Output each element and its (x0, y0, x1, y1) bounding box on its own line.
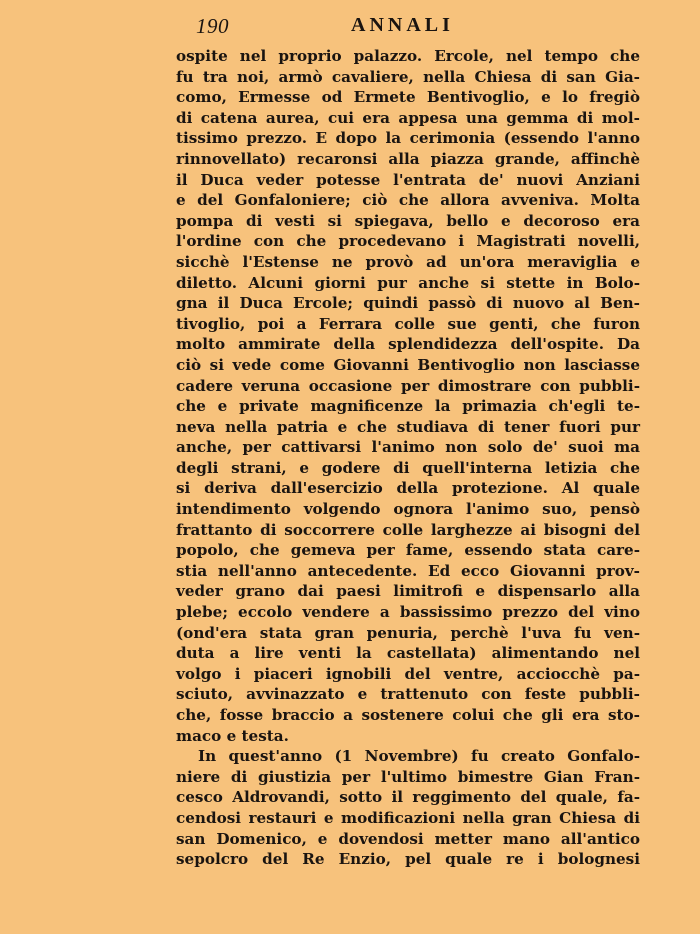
text-line: cesco Aldrovandi, sotto il reggimento del quale, fa- (176, 788, 640, 807)
text-line: stia nell'anno antecedente. Ed ecco Giovanni prov- (176, 561, 640, 580)
text-line: fu tra noi, armò cavaliere, nella Chiesa di san Gia- (176, 67, 640, 86)
text-line: como, Ermesse od Ermete Bentivoglio, e lo fregiò (176, 88, 640, 107)
text-line: san Domenico, e dovendosi metter mano all'antico (176, 829, 640, 848)
text-line: diletto. Alcuni giorni pur anche si stette in Bolo- (176, 273, 640, 292)
text-line: sepolcro del Re Enzio, pel quale re i bolognesi (176, 850, 640, 869)
text-line: molto ammirate della splendidezza dell'ospite. Da (176, 335, 640, 354)
text-line: che e private magnificenze la primazia ch'egli te- (176, 397, 640, 416)
text-line: si deriva dall'esercizio della protezione. Al quale (176, 479, 640, 498)
text-line: cadere veruna occasione per dimostrare con pubbli- (176, 376, 640, 395)
text-line: volgo i piaceri ignobili del ventre, acciocchè pa- (176, 664, 640, 683)
text-line: neva nella patria e che studiava di tener fuori pur (176, 417, 640, 436)
text-line: ospite nel proprio palazzo. Ercole, nel tempo che (176, 47, 640, 65)
text-line: rinnovellato) recaronsi alla piazza grande, affinchè (176, 149, 640, 168)
text-line: di catena aurea, cui era appesa una gemma di mol- (176, 108, 640, 127)
text-line: plebe; eccolo vendere a bassissimo prezzo del vino (176, 603, 640, 622)
page-number: 190 (196, 14, 229, 38)
text-line: intendimento volgendo ognora l'animo suo, pensò (176, 500, 640, 519)
text-line: degli strani, e godere di quell'interna letizia che (176, 458, 640, 477)
text-line: cendosi restauri e modificazioni nella gran Chiesa di (176, 808, 640, 827)
text-line: niere di giustizia per l'ultimo bimestre Gian Fran- (176, 767, 640, 786)
text-line: pompa di vesti si spiegava, bello e decoroso era (176, 211, 640, 230)
text-line: sicchè l'Estense ne provò ad un'ora meraviglia e (176, 252, 640, 271)
text-line: (ond'era stata gran penuria, perchè l'uva fu ven- (176, 623, 640, 642)
text-line: ciò si vede come Giovanni Bentivoglio non lasciasse (176, 355, 640, 374)
body-text (176, 46, 640, 870)
text-line: gna il Duca Ercole; quindi passò di nuovo al Ben- (176, 294, 640, 313)
text-line: l'ordine con che procedevano i Magistrati novelli, (176, 232, 640, 251)
paragraph-start-line: In quest'anno (1 Novembre) fu creato Gonfalo- (198, 747, 640, 766)
text-line: che, fosse braccio a sostenere colui che gli era sto- (176, 706, 640, 724)
text-line: anche, per cattivarsi l'animo non solo de' suoi ma (176, 438, 640, 457)
text-line: duta a lire venti la castellata) alimentando nel (176, 644, 640, 663)
text-line: maco e testa. (176, 726, 289, 745)
text-line: e del Gonfaloniere; ciò che allora avveniva. Molta (176, 191, 640, 210)
text-line: veder grano dai paesi limitrofi e dispensarlo alla (176, 582, 640, 601)
text-line: frattanto di soccorrere colle larghezze ai bisogni del (176, 520, 640, 539)
running-head: ANNALI (351, 14, 454, 36)
text-line: popolo, che gemeva per fame, essendo stata care- (176, 541, 640, 560)
text-line: sciuto, avvinazzato e trattenuto con feste pubbli- (176, 685, 640, 704)
page-header (176, 14, 640, 42)
text-line: tissimo prezzo. E dopo la cerimonia (essendo l'anno (176, 129, 640, 148)
text-line: tivoglio, poi a Ferrara colle sue genti, che furon (176, 314, 640, 333)
text-line: il Duca veder potesse l'entrata de' nuovi Anziani (176, 170, 640, 189)
